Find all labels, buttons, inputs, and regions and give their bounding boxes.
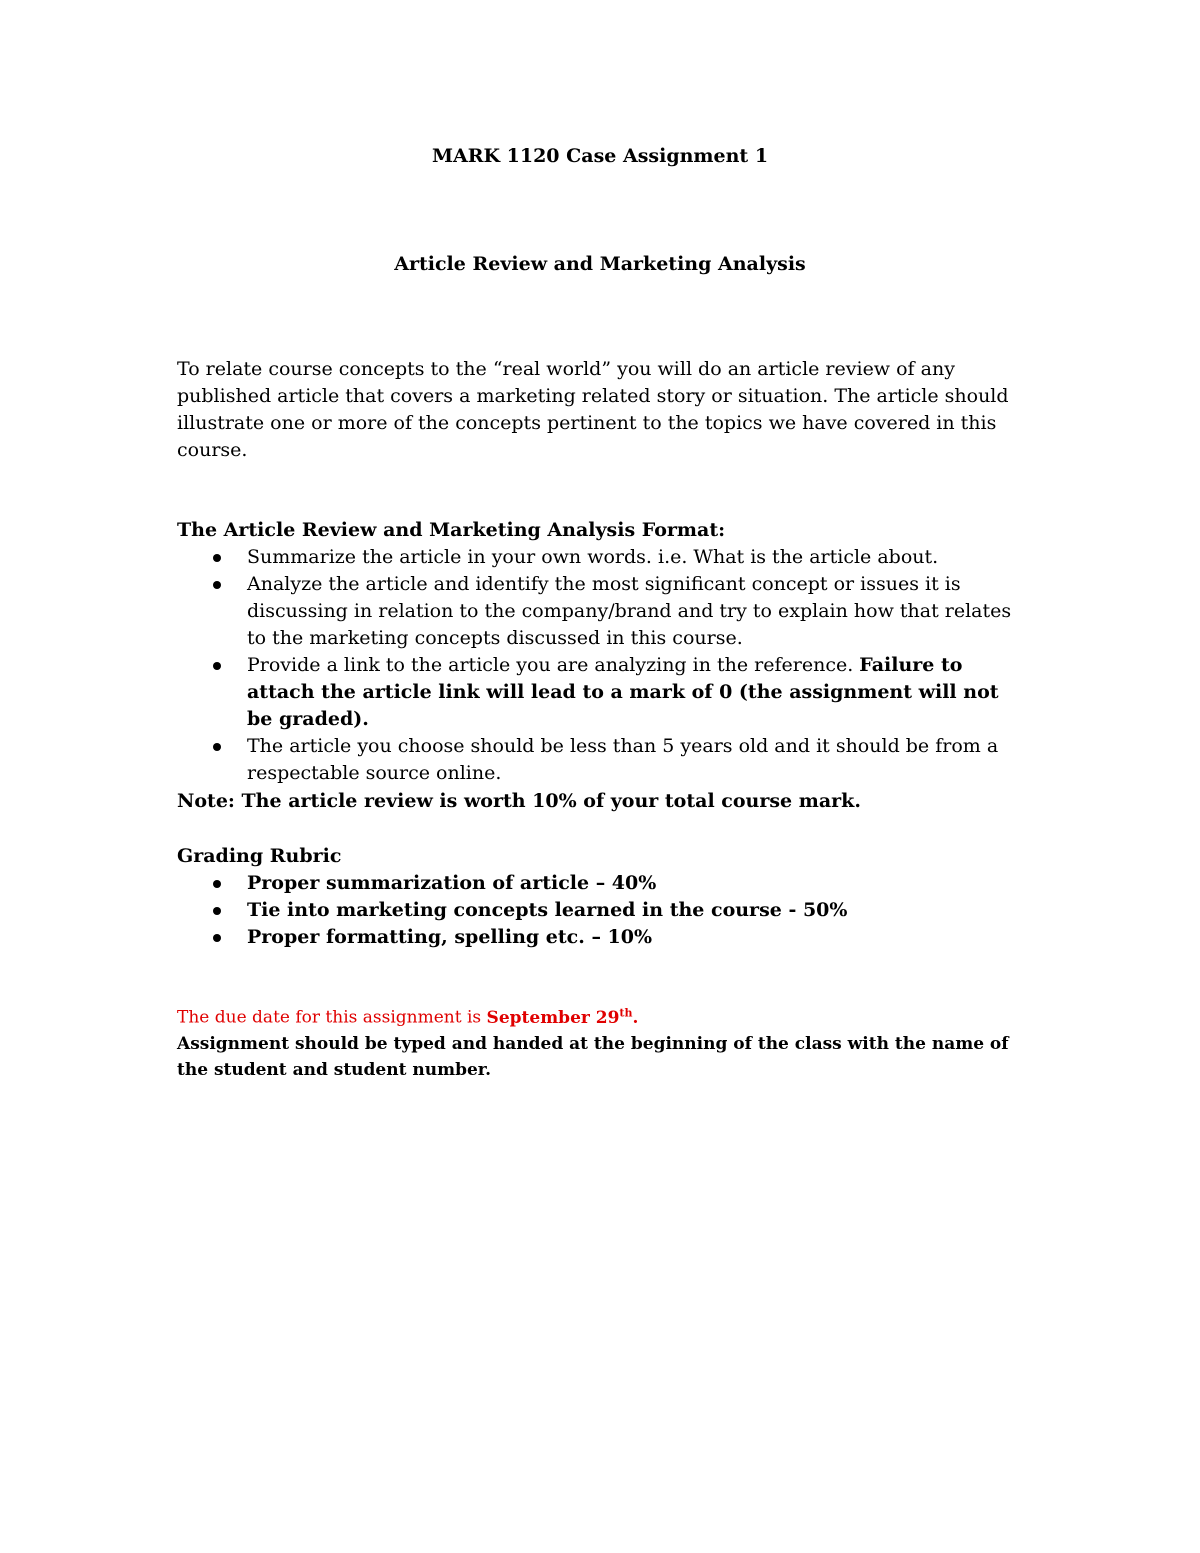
rubric-heading: Grading Rubric	[177, 845, 342, 867]
format-list-item	[177, 571, 1027, 652]
format-list-item	[177, 652, 1027, 733]
due-date-end: .	[632, 1007, 639, 1028]
due-date-suffix: th	[619, 1006, 633, 1019]
due-section	[177, 1000, 1027, 1083]
rubric-item-text: Proper summarization of article – 40%	[247, 872, 657, 894]
intro-paragraph: To relate course concepts to the “real world” you will do an article review of any published article that covers a marketing related story or situation. The article should illustrate one or more of the concepts pertinent to the topics we have covered in this course.	[177, 358, 1009, 461]
bullet-icon	[213, 880, 221, 888]
format-list-item	[177, 544, 1027, 571]
bullet-icon	[213, 743, 221, 751]
bullet-icon	[213, 662, 221, 670]
submission-instructions: Assignment should be typed and handed at the beginning of the class with the name of the student and student number.	[177, 1033, 1009, 1080]
rubric-list	[177, 870, 1027, 951]
rubric-item-text: Proper formatting, spelling etc. – 10%	[247, 926, 653, 948]
format-list-item	[177, 733, 1027, 787]
due-date-prefix: The due date for this assignment is	[177, 1007, 487, 1028]
due-date-value	[487, 1008, 639, 1028]
format-item-text: The article you choose should be less than 5 years old and it should be from a respectable source online.	[247, 735, 999, 784]
bullet-icon	[213, 907, 221, 915]
rubric-list-item	[177, 924, 1027, 951]
format-item-bold: Failure to attach the article link will lead to a mark of 0 (the assignment will not be graded).	[247, 654, 999, 730]
document-title: MARK 1120 Case Assignment 1	[431, 145, 769, 167]
format-list	[177, 544, 1027, 787]
due-date-line	[177, 1000, 1027, 1031]
document-subtitle: Article Review and Marketing Analysis	[394, 253, 806, 275]
rubric-section	[177, 843, 1027, 951]
format-section	[177, 517, 1027, 787]
bullet-icon	[213, 581, 221, 589]
bullet-icon	[213, 934, 221, 942]
format-item-text: Summarize the article in your own words. i.e. What is the article about.	[247, 546, 939, 568]
rubric-list-item	[177, 870, 1027, 897]
rubric-list-item	[177, 897, 1027, 924]
format-item-text: Provide a link to the article you are analyzing in the reference.	[247, 654, 860, 676]
due-date-text: September 29	[486, 1007, 620, 1028]
rubric-item-text: Tie into marketing concepts learned in the course - 50%	[247, 899, 848, 921]
bullet-icon	[213, 554, 221, 562]
format-item-text: Analyze the article and identify the most significant concept or issues it is discussing in relation to the company/brand and try to explain how that relates to the marketing concepts discussed in this course.	[247, 573, 1012, 649]
note-line: Note: The article review is worth 10% of your total course mark.	[177, 790, 861, 812]
format-heading: The Article Review and Marketing Analysis Format:	[177, 519, 726, 541]
